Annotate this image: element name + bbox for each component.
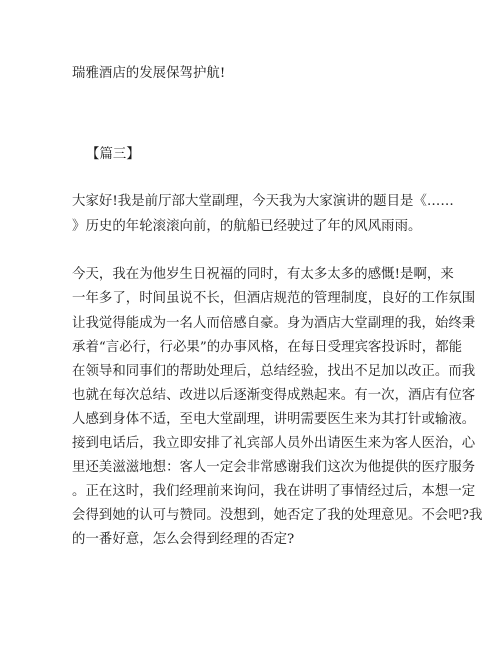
paragraph-line: 接到电话后，我立即安排了礼宾部人员外出请医生来为客人医治，心 [72, 436, 476, 451]
paragraph-line: 。正在这时，我们经理前来询问，我在讲明了事情经过后，本想一定 [72, 484, 476, 499]
paragraph-line: 承着“言必行，行必果”的办事风格，在每日受理宾客投诉时，都能 [72, 340, 463, 355]
paragraph-line: 人感到身体不适，至电大堂副理，讲明需要医生来为其打针或输液。 [72, 412, 476, 427]
opening-line: 瑞雅酒店的发展保驾护航! [72, 66, 226, 81]
paragraph-line: 的一番好意，怎么会得到经理的否定? [72, 532, 295, 547]
paragraph-line: 一年多了，时间虽说不长，但酒店规范的管理制度，良好的工作氛围 [72, 291, 476, 306]
paragraph-line: 也就在每次总结、改进以后逐渐变得成熟起来。有一次，酒店有位客 [72, 388, 476, 403]
paragraph-line: 会得到她的认可与赞同。没想到，她否定了我的处理意见。不会吧?我 [72, 508, 483, 523]
paragraph-line: 里还美滋滋地想：客人一定会非常感谢我们这次为他提供的医疗服务 [72, 460, 476, 475]
section-heading: 【篇三】 [86, 147, 140, 162]
paragraph-line: 让我觉得能成为一名人而倍感自豪。身为酒店大堂副理的我，始终秉 [72, 316, 476, 331]
paragraph-line: 在领导和同事们的帮助处理后，总结经验，找出不足加以改正。而我 [72, 364, 476, 379]
paragraph-line: 》历史的年轮滚滚向前，的航船已经驶过了年的风风雨雨。 [72, 219, 422, 234]
paragraph-line: 大家好!我是前厅部大堂副理，今天我为大家演讲的题目是《…… [72, 194, 454, 209]
paragraph-line: 今天，我在为他岁生日祝福的同时，有太多太多的感慨!是啊，来 [72, 267, 454, 282]
